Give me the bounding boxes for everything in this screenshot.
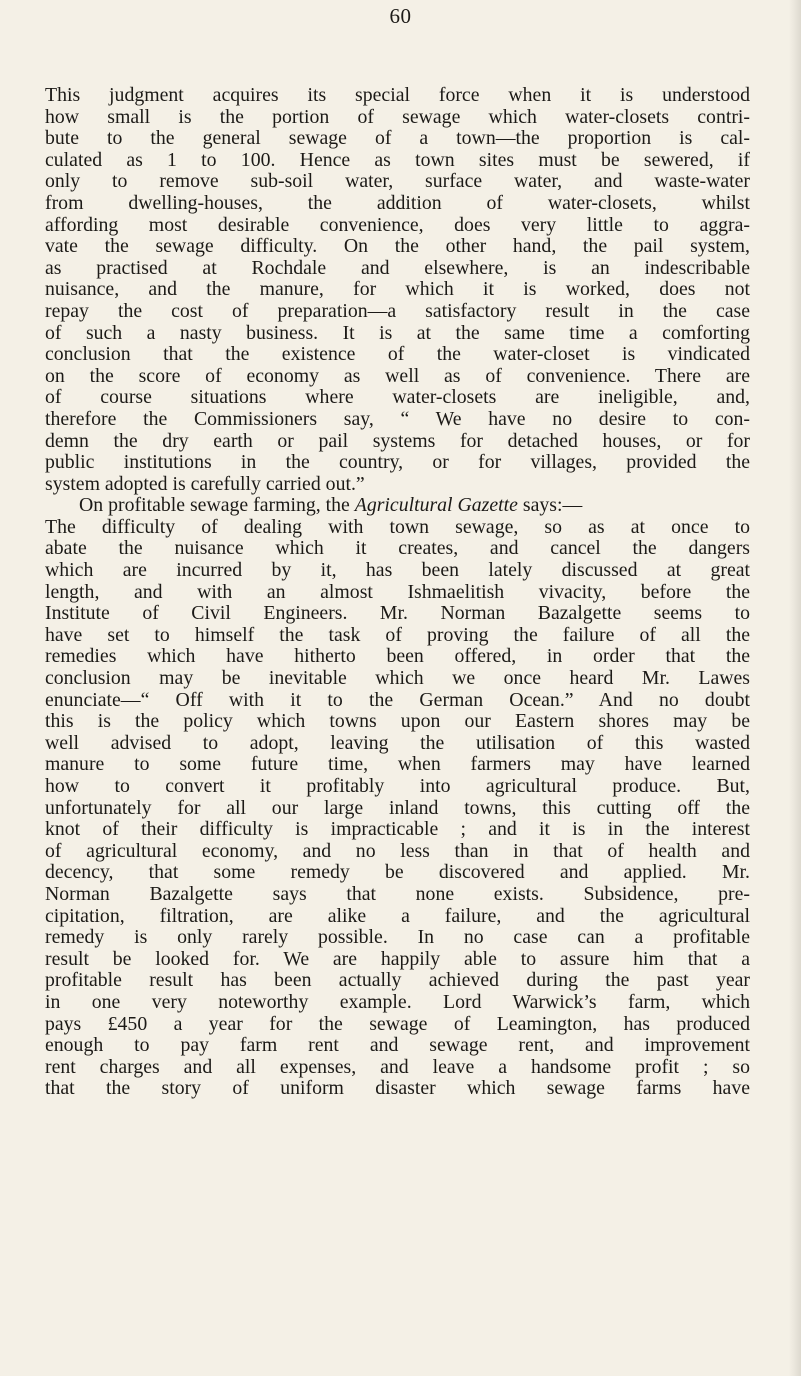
text-line: have set to himself the task of proving the failure of all the	[45, 623, 750, 646]
text-line: Norman Bazalgette says that none exists. Subsidence, pre-	[45, 882, 750, 905]
text-line: unfortunately for all our large inland towns, this cutting off the	[45, 796, 750, 819]
text-line: manure to some future time, when farmers may have learned	[45, 753, 750, 776]
intro-text: says:—	[522, 494, 583, 517]
body-text	[45, 85, 750, 1100]
text-line: cipitation, filtration, are alike a failure, and the agricultural	[45, 904, 750, 927]
page-edge-shadow	[789, 0, 801, 1376]
text-line: Institute of Civil Engineers. Mr. Norman Bazalgette seems to	[45, 602, 750, 625]
text-line: therefore the Commissioners say, “ We have no desire to con-	[45, 407, 750, 430]
text-line: system adopted is carefully carried out.”	[45, 472, 365, 495]
page-number: 60	[389, 4, 412, 28]
text-line: The difficulty of dealing with town sewage, so as at once to	[45, 515, 750, 538]
text-line: of course situations where water-closets are ineligible, and,	[45, 386, 750, 409]
text-line: knot of their difficulty is impracticable ; and it is in the interest	[45, 818, 750, 841]
text-line: nuisance, and the manure, for which it is worked, does not	[45, 278, 750, 301]
text-line: only to remove sub-soil water, surface water, and waste-water	[45, 170, 750, 193]
text-line: abate the nuisance which it creates, and cancel the dangers	[45, 537, 750, 560]
intro-text: On profitable sewage farming, the	[79, 494, 350, 517]
text-line: demn the dry earth or pail systems for detached houses, or for	[45, 429, 750, 452]
text-line: enunciate—“ Off with it to the German Ocean.” And no doubt	[45, 688, 750, 711]
text-line: of agricultural economy, and no less than in that of health and	[45, 839, 750, 862]
text-line: in one very noteworthy example. Lord Warwick’s farm, which	[45, 990, 750, 1013]
text-line: this is the policy which towns upon our Eastern shores may be	[45, 710, 750, 733]
text-line: result be looked for. We are happily able to assure him that a	[45, 947, 750, 970]
text-line: on the score of economy as well as of convenience. There are	[45, 364, 750, 387]
text-line: rent charges and all expenses, and leave a handsome profit ; so	[45, 1055, 750, 1078]
text-line: public institutions in the country, or for villages, provided the	[45, 451, 750, 474]
text-line: from dwelling-houses, the addition of water-closets, whilst	[45, 191, 750, 214]
publication-title: Agricultural Gazette	[354, 494, 518, 517]
text-line: This judgment acquires its special force when it is understood	[45, 84, 750, 106]
text-line: how small is the portion of sewage which water-closets contri-	[45, 105, 750, 128]
text-line: length, and with an almost Ishmaelitish vivacity, before the	[45, 580, 750, 603]
text-line: as practised at Rochdale and elsewhere, is an indescribable	[45, 256, 750, 279]
text-line: remedy is only rarely possible. In no case can a profitable	[45, 926, 750, 949]
text-line: repay the cost of preparation—a satisfactory result in the case	[45, 299, 750, 322]
text-line: vate the sewage difficulty. On the other hand, the pail system,	[45, 235, 750, 258]
text-line: decency, that some remedy be discovered and applied. Mr.	[45, 861, 750, 884]
text-line: culated as 1 to 100. Hence as town sites must be sewered, if	[45, 148, 750, 171]
text-line: conclusion may be inevitable which we once heard Mr. Lawes	[45, 667, 750, 690]
quote-intro	[45, 495, 750, 517]
text-line: which are incurred by it, has been lately discussed at great	[45, 559, 750, 582]
text-line: enough to pay farm rent and sewage rent, and improvement	[45, 1034, 750, 1057]
text-line: profitable result has been actually achieved during the past year	[45, 969, 750, 992]
text-line: pays £450 a year for the sewage of Leamington, has produced	[45, 1012, 750, 1035]
text-line: how to convert it profitably into agricultural produce. But,	[45, 775, 750, 797]
text-line: of such a nasty business. It is at the same time a comforting	[45, 321, 750, 344]
text-line: remedies which have hitherto been offered, in order that the	[45, 645, 750, 668]
text-line: well advised to adopt, leaving the utilisation of this wasted	[45, 731, 750, 754]
text-line: affording most desirable convenience, does very little to aggra-	[45, 213, 750, 236]
text-line: that the story of uniform disaster which sewage farms have	[45, 1077, 750, 1100]
text-line: conclusion that the existence of the water-closet is vindicated	[45, 343, 750, 366]
text-line: bute to the general sewage of a town—the proportion is cal-	[45, 127, 750, 150]
